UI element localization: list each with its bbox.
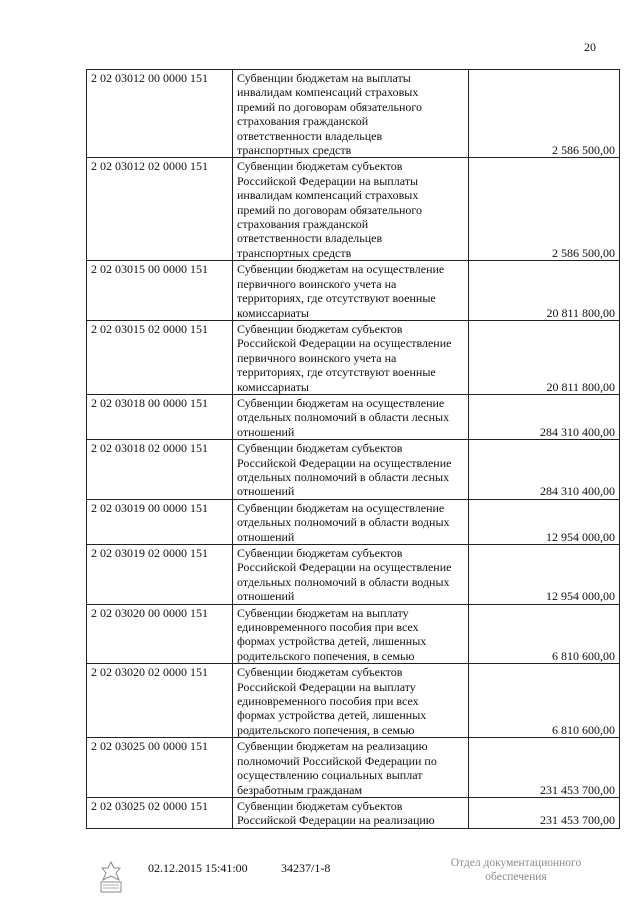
budget-code-cell: 2 02 03018 02 0000 151 <box>87 440 233 500</box>
budget-code-cell: 2 02 03025 00 0000 151 <box>87 738 233 798</box>
table-row <box>87 70 620 158</box>
description-line: полномочий Российской Федерации по <box>237 753 437 768</box>
description-line: Субвенции бюджетам субъектов <box>237 441 403 456</box>
table-row <box>87 545 620 605</box>
description-line: отношений <box>237 484 295 499</box>
footer-department <box>436 856 596 884</box>
description-line: единовременного пособия при всех <box>237 694 419 709</box>
description-line: Российской Федерации на осуществление <box>237 455 452 470</box>
description-cell <box>233 738 469 798</box>
budget-code-cell: 2 02 03012 02 0000 151 <box>87 158 233 261</box>
footer-doc-number: 34237/1-8 <box>281 861 331 875</box>
page-footer <box>0 857 640 900</box>
description-line: родительского попечения, в семью <box>237 648 415 663</box>
amount-cell: 2 586 500,00 <box>469 158 620 261</box>
description-line: Субвенции бюджетам на реализацию <box>237 739 428 754</box>
description-line: Российской Федерации на выплаты <box>237 173 419 188</box>
description-line: формах устройства детей, лишенных <box>237 634 427 649</box>
description-line: отдельных полномочий в области лесных <box>237 410 450 425</box>
description-line: единовременного пособия при всех <box>237 620 419 635</box>
description-line: Российской Федерации на реализацию <box>237 813 435 828</box>
description-line: страхования гражданской <box>237 217 369 232</box>
description-cell <box>233 158 469 261</box>
amount-cell: 20 811 800,00 <box>469 320 620 394</box>
description-line: отношений <box>237 529 295 544</box>
footer-department-line2: обеспечения <box>485 871 547 883</box>
description-line: премий по договорам обязательного <box>237 202 422 217</box>
description-line: ответственности владельцев <box>237 128 383 143</box>
budget-code-cell: 2 02 03020 02 0000 151 <box>87 664 233 738</box>
description-line: комиссариаты <box>237 379 309 394</box>
amount-cell: 2 586 500,00 <box>469 70 620 158</box>
description-line: транспортных средств <box>237 143 352 158</box>
budget-code-cell: 2 02 03019 00 0000 151 <box>87 499 233 544</box>
description-line: отношений <box>237 424 295 439</box>
description-line: Субвенции бюджетам на выплату <box>237 605 409 620</box>
description-line: Субвенции бюджетам на осуществление <box>237 395 445 410</box>
amount-cell: 12 954 000,00 <box>469 499 620 544</box>
table-row <box>87 604 620 664</box>
description-line: инвалидам компенсаций страховых <box>237 85 419 100</box>
budget-code-cell: 2 02 03015 02 0000 151 <box>87 320 233 394</box>
description-line: Субвенции бюджетам на выплаты <box>237 71 411 85</box>
budget-code-cell: 2 02 03018 00 0000 151 <box>87 394 233 439</box>
description-line: территориях, где отсутствуют военные <box>237 291 436 306</box>
description-line: транспортных средств <box>237 245 352 260</box>
description-line: премий по договорам обязательного <box>237 99 422 114</box>
description-line: безработным гражданам <box>237 782 363 797</box>
description-line: страхования гражданской <box>237 114 369 129</box>
description-line: комиссариаты <box>237 305 309 320</box>
description-line: Субвенции бюджетам субъектов <box>237 321 403 336</box>
description-cell <box>233 797 469 828</box>
description-cell <box>233 499 469 544</box>
amount-cell: 20 811 800,00 <box>469 261 620 321</box>
amount-cell: 284 310 400,00 <box>469 440 620 500</box>
budget-code-cell: 2 02 03015 00 0000 151 <box>87 261 233 321</box>
description-line: Субвенции бюджетам субъектов <box>237 798 403 813</box>
description-line: Субвенции бюджетам на осуществление <box>237 500 445 515</box>
description-cell <box>233 394 469 439</box>
emblem-stamp-icon <box>98 860 124 894</box>
description-cell <box>233 440 469 500</box>
description-line: первичного воинского учета на <box>237 276 397 291</box>
description-line: Субвенции бюджетам субъектов <box>237 159 403 174</box>
description-line: Субвенции бюджетам субъектов <box>237 665 403 680</box>
description-line: Российской Федерации на осуществление <box>237 336 452 351</box>
table-row <box>87 261 620 321</box>
description-line: Субвенции бюджетам на осуществление <box>237 262 445 277</box>
description-line: Субвенции бюджетам субъектов <box>237 546 403 560</box>
amount-cell: 6 810 600,00 <box>469 604 620 664</box>
budget-table <box>86 69 620 829</box>
description-line: осуществлению социальных выплат <box>237 768 423 783</box>
amount-cell: 6 810 600,00 <box>469 664 620 738</box>
table-row <box>87 394 620 439</box>
description-line: Российской Федерации на выплату <box>237 679 416 694</box>
description-cell <box>233 604 469 664</box>
table-row <box>87 499 620 544</box>
description-line: формах устройства детей, лишенных <box>237 708 427 723</box>
amount-cell: 284 310 400,00 <box>469 394 620 439</box>
budget-code-cell: 2 02 03012 00 0000 151 <box>87 70 233 158</box>
description-line: Российской Федерации на осуществление <box>237 560 452 575</box>
table-row <box>87 440 620 500</box>
table-row <box>87 664 620 738</box>
budget-code-cell: 2 02 03020 00 0000 151 <box>87 604 233 664</box>
description-cell <box>233 320 469 394</box>
footer-department-line1: Отдел документационного <box>450 857 582 869</box>
footer-timestamp: 02.12.2015 15:41:00 <box>148 861 248 875</box>
description-line: родительского попечения, в семью <box>237 722 415 737</box>
description-cell <box>233 70 469 158</box>
amount-cell: 12 954 000,00 <box>469 545 620 605</box>
description-line: инвалидам компенсаций страховых <box>237 188 419 203</box>
description-cell <box>233 261 469 321</box>
description-line: отдельных полномочий в области водных <box>237 574 450 589</box>
table-row <box>87 158 620 261</box>
table-row <box>87 738 620 798</box>
budget-code-cell: 2 02 03025 02 0000 151 <box>87 797 233 828</box>
amount-cell: 231 453 700,00 <box>469 738 620 798</box>
table-row <box>87 797 620 828</box>
page-number: 20 <box>584 40 596 54</box>
table-row <box>87 320 620 394</box>
description-line: отдельных полномочий в области водных <box>237 515 450 530</box>
description-line: первичного воинского учета на <box>237 350 397 365</box>
budget-code-cell: 2 02 03019 02 0000 151 <box>87 545 233 605</box>
description-line: отношений <box>237 589 295 604</box>
amount-cell: 231 453 700,00 <box>469 797 620 828</box>
description-cell <box>233 664 469 738</box>
description-cell <box>233 545 469 605</box>
description-line: ответственности владельцев <box>237 231 383 246</box>
description-line: территориях, где отсутствуют военные <box>237 365 436 380</box>
description-line: отдельных полномочий в области лесных <box>237 469 450 484</box>
